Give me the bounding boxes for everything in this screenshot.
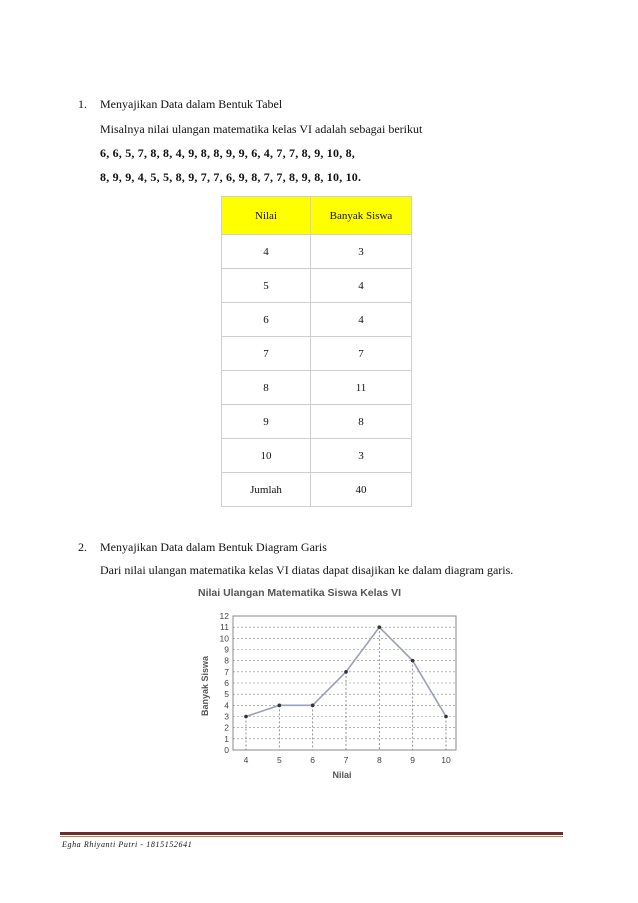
y-tick-label: 11 — [220, 622, 229, 633]
cell-total-value: 40 — [311, 473, 412, 507]
x-tick-label: 8 — [376, 755, 382, 765]
cell-count: 3 — [311, 439, 412, 473]
data-line-1: 6, 6, 5, 7, 8, 8, 4, 9, 8, 8, 9, 9, 6, 4, 7, 7, 8, 9, 10, 8, — [100, 146, 355, 160]
line-chart — [188, 580, 463, 785]
table-row — [222, 303, 412, 337]
y-tick-label: 6 — [224, 678, 229, 688]
x-tick-label: 9 — [410, 755, 416, 765]
x-tick-label: 5 — [276, 755, 282, 765]
data-point — [311, 704, 315, 708]
y-tick-label: 8 — [224, 655, 229, 666]
footer-rule-thin — [60, 836, 563, 837]
table-row — [222, 269, 412, 303]
y-axis-label: Banyak Siswa — [200, 655, 210, 717]
data-point — [378, 625, 382, 629]
x-tick-label: 10 — [441, 755, 451, 765]
y-tick-label: 12 — [219, 611, 229, 621]
cell-nilai: 10 — [222, 439, 311, 473]
cell-count: 11 — [311, 371, 412, 405]
table-row — [222, 371, 412, 405]
y-tick-label: 1 — [224, 733, 229, 744]
data-point — [278, 704, 282, 708]
table-header-row — [222, 197, 412, 235]
cell-nilai: 7 — [222, 337, 311, 371]
data-point — [244, 715, 248, 719]
cell-total-label: Jumlah — [222, 473, 311, 507]
section2-number: 2. — [78, 540, 87, 554]
data-line-2: 8, 9, 9, 4, 5, 5, 8, 9, 7, 7, 6, 9, 8, 7, 7, 8, 9, 8, 10, 10. — [100, 170, 362, 184]
data-point — [411, 659, 415, 663]
frequency-table — [221, 196, 412, 507]
y-tick-label: 2 — [224, 722, 229, 733]
cell-count: 4 — [311, 303, 412, 337]
data-point — [444, 715, 448, 719]
x-tick-label: 4 — [243, 755, 249, 765]
cell-count: 3 — [311, 235, 412, 269]
y-tick-label: 10 — [219, 633, 229, 644]
footer-rule — [60, 832, 563, 835]
header-banyak-siswa: Banyak Siswa — [311, 197, 412, 235]
cell-nilai: 4 — [222, 235, 311, 269]
y-tick-label: 7 — [224, 666, 229, 677]
cell-count: 8 — [311, 405, 412, 439]
cell-nilai: 9 — [222, 405, 311, 439]
y-tick-label: 0 — [224, 745, 229, 755]
section1-intro: Misalnya nilai ulangan matematika kelas VI adalah sebagai berikut — [100, 122, 423, 136]
section1-heading: Menyajikan Data dalam Bentuk Tabel — [100, 97, 283, 111]
table-row — [222, 235, 412, 269]
table-row-total — [222, 473, 412, 507]
cell-count: 7 — [311, 337, 412, 371]
x-tick-label: 7 — [343, 755, 349, 765]
footer-author: Egha Rhiyanti Putri - 1815152641 — [62, 840, 193, 849]
y-tick-label: 5 — [224, 689, 229, 700]
cell-nilai: 5 — [222, 269, 311, 303]
y-tick-label: 9 — [224, 644, 229, 655]
table-row — [222, 405, 412, 439]
cell-nilai: 6 — [222, 303, 311, 337]
y-tick-label: 3 — [224, 711, 229, 722]
chart-title: Nilai Ulangan Matematika Siswa Kelas VI — [198, 587, 402, 599]
data-point — [344, 670, 348, 674]
cell-nilai: 8 — [222, 371, 311, 405]
y-tick-label: 4 — [224, 700, 229, 711]
cell-count: 4 — [311, 269, 412, 303]
section2-intro: Dari nilai ulangan matematika kelas VI diatas dapat disajikan ke dalam diagram garis. — [100, 563, 514, 577]
table-row — [222, 439, 412, 473]
section1-number: 1. — [78, 97, 87, 111]
x-tick-label: 6 — [310, 755, 316, 765]
x-axis-label: Nilai — [332, 770, 352, 780]
table-row — [222, 337, 412, 371]
header-nilai: Nilai — [222, 197, 311, 235]
section2-heading: Menyajikan Data dalam Bentuk Diagram Garis — [100, 540, 327, 554]
